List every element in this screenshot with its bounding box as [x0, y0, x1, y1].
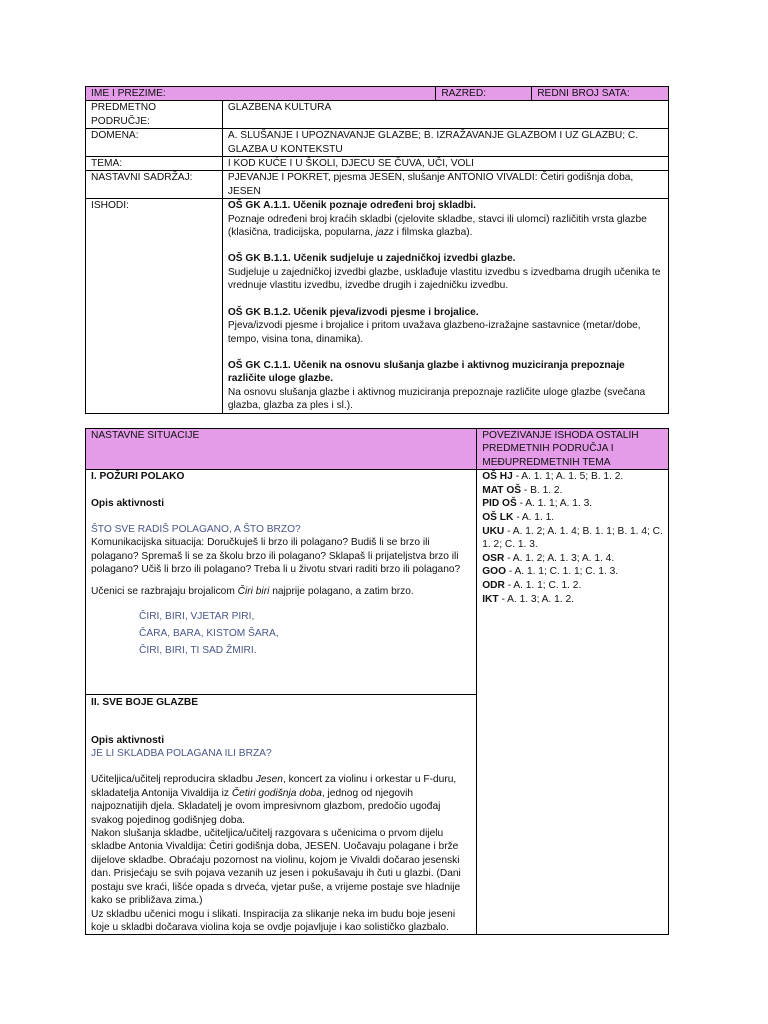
link-item: PID OŠ - A. 1. 1; A. 1. 3.	[482, 498, 593, 510]
outcome-title: OŠ GK C.1.1. Učenik na osnovu slušanja glazbe i aktivnog muziciranja prepoznaje različite uloge glazbe.	[227, 359, 625, 385]
topic-label: TEMA:	[86, 157, 223, 171]
situation-title: I. POŽURI POLAKO	[91, 471, 185, 483]
counting-rhyme-line: ČIRI, BIRI, VJETAR PIRI,	[139, 611, 255, 623]
name-label: IME I PREZIME:	[86, 87, 436, 101]
outcome-text: Sudjeluje u zajedničkoj izvedbi glazbe, usklađuje vlastitu izvedbu s izvedbama drugih učenika te vrednuje vlastitu izvedbu, izvedbe drugih i zajedničku izvedbu.	[227, 266, 661, 292]
situation-question: JE LI SKLADBA POLAGANA ILI BRZA?	[91, 748, 272, 760]
situation-text: Nakon slušanja skladbe, učiteljica/učitelj razgovara s učenicima o prvom dijelu skladbe Antonia Vivaldija: Četiri godišnja doba, JESEN. Uočavaju polagane i brže dijelove skladbe. Obraćaju pozornost na violinu, kojom je Vivaldi dočarao jesenski dan. Prisjećaju se svih pojava vezanih uz jesen i pokušavaju ih čuti u glazbi. (Dani postaju sve kraći, lišće opada s drveća, vjetar puše, a vrijeme postaje sve hladnije kako se približava zima.)	[91, 828, 461, 907]
link-item: IKT - A. 1. 3; A. 1. 2.	[482, 593, 574, 605]
outcomes-cell	[222, 199, 668, 413]
situation-text: Uz skladbu učenici mogu i slikati. Inspiracija za slikanje neka im budu boje jeseni koje u skladbi dočarava violina koja se ovdje pojavljuje i kao solističko glazbalo.	[91, 908, 456, 933]
lesson-header-table	[85, 86, 669, 414]
outcome-text: Poznaje određeni broj kraćih skladbi (cjelovite skladbe, stavci ili ulomci) različitih vrsta glazbe (klasična, tradicijska, popularna, jazz i filmska glazba).	[227, 213, 647, 239]
activity-label: Opis aktivnosti	[91, 497, 165, 509]
teaching-situations-table	[85, 428, 669, 935]
domain-value: A. SLUŠANJE I UPOZNAVANJE GLAZBE; B. IZRAŽAVANJE GLAZBOM I UZ GLAZBU; C. GLAZBA U KONTEKSTU	[222, 129, 668, 157]
outcome-text: Na osnovu slušanja glazbe i aktivnog muziciranja prepoznaje različite uloge glazbe (svečana glazba, glazba za ples i sl.).	[227, 386, 646, 412]
link-item: MAT OŠ - B. 1. 2.	[482, 484, 563, 496]
outcome-title: OŠ GK A.1.1. Učenik poznaje određeni broj skladbi.	[227, 200, 476, 212]
situation-question: ŠTO SVE RADIŠ POLAGANO, A ŠTO BRZO?	[91, 524, 301, 536]
situation-text: Učenici se razbrajaju brojalicom Čiri biri najprije polagano, a zatim brzo.	[91, 585, 414, 597]
situation-text: Učiteljica/učitelj reproducira skladbu Jesen, koncert za violinu i orkestar u F-duru, skladatelja Antonija Vivaldija iz Četiri godišnja doba, jednog od njegovih najpoznatijih djela. Skladatelj je ovom impresivnom glazbom, predočio ugođaj svakog pojedinog godišnjeg doba.	[91, 774, 457, 826]
outcome-text: Pjeva/izvodi pjesme i brojalice i pritom uvažava glazbeno-izražajne sastavnice (metar/dobe, tempo, visina tona, dinamika).	[227, 320, 641, 345]
link-item: ODR - A. 1. 1; C. 1. 2.	[482, 579, 582, 591]
content-value: PJEVANJE I POKRET, pjesma JESEN, slušanje ANTONIO VIVALDI: Četiri godišnja doba, JESEN	[222, 171, 668, 199]
area-label: PREDMETNO PODRUČJE:	[86, 101, 223, 129]
counting-rhyme-line: ČARA, BARA, KISTOM ŠARA,	[139, 628, 279, 640]
link-item: OŠ HJ - A. 1. 1; A. 1. 5; B. 1. 2.	[482, 471, 624, 483]
outcomes-label: ISHODI:	[86, 199, 223, 413]
situation-title: II. SVE BOJE GLAZBE	[91, 697, 198, 709]
outcome-title: OŠ GK B.1.2. Učenik pjeva/izvodi pjesme i brojalice.	[227, 306, 479, 318]
links-header: POVEZIVANJE ISHODA OSTALIH PREDMETNIH PODRUČJA I MEĐUPREDMETNIH TEMA	[477, 429, 669, 470]
situation-2	[86, 695, 477, 935]
link-item: GOO - A. 1. 1; C. 1. 1; C. 1. 3.	[482, 566, 619, 578]
activity-label: Opis aktivnosti	[91, 734, 165, 746]
domain-label: DOMENA:	[86, 129, 223, 157]
counting-rhyme-line: ČIRI, BIRI, TI SAD ŽMIRI.	[139, 645, 257, 657]
situation-1	[86, 470, 477, 695]
topic-value: I KOD KUĆE I U ŠKOLI, DJECU SE ČUVA, UČI, VOLI	[222, 157, 668, 171]
content-label: NASTAVNI SADRŽAJ:	[86, 171, 223, 199]
situations-header: NASTAVNE SITUACIJE	[86, 429, 477, 470]
outcome-title: OŠ GK B.1.1. Učenik sudjeluje u zajedničkoj izvedbi glazbe.	[227, 253, 516, 265]
area-value: GLAZBENA KULTURA	[222, 101, 668, 129]
link-item: UKU - A. 1. 2; A. 1. 4; B. 1. 1; B. 1. 4; C. 1. 2; C. 1. 3.	[482, 525, 663, 551]
link-item: OŠ LK - A. 1. 1.	[482, 512, 555, 523]
situation-text: Komunikacijska situacija: Doručkuješ li brzo ili polagano? Budiš li se brzo ili polagano? Spremaš li se za školu brzo ili polagano? Sklapaš li prijateljstva brzo ili polagano? Učiš li brzo ili polagano? Treba li u životu stvari raditi brzo ili polagano?	[91, 537, 461, 576]
link-item: OSR - A. 1. 2; A. 1. 3; A. 1. 4.	[482, 552, 615, 564]
links-cell	[477, 470, 669, 935]
lesson-number-label: REDNI BROJ SATA:	[532, 87, 669, 101]
class-label: RAZRED:	[436, 87, 532, 101]
